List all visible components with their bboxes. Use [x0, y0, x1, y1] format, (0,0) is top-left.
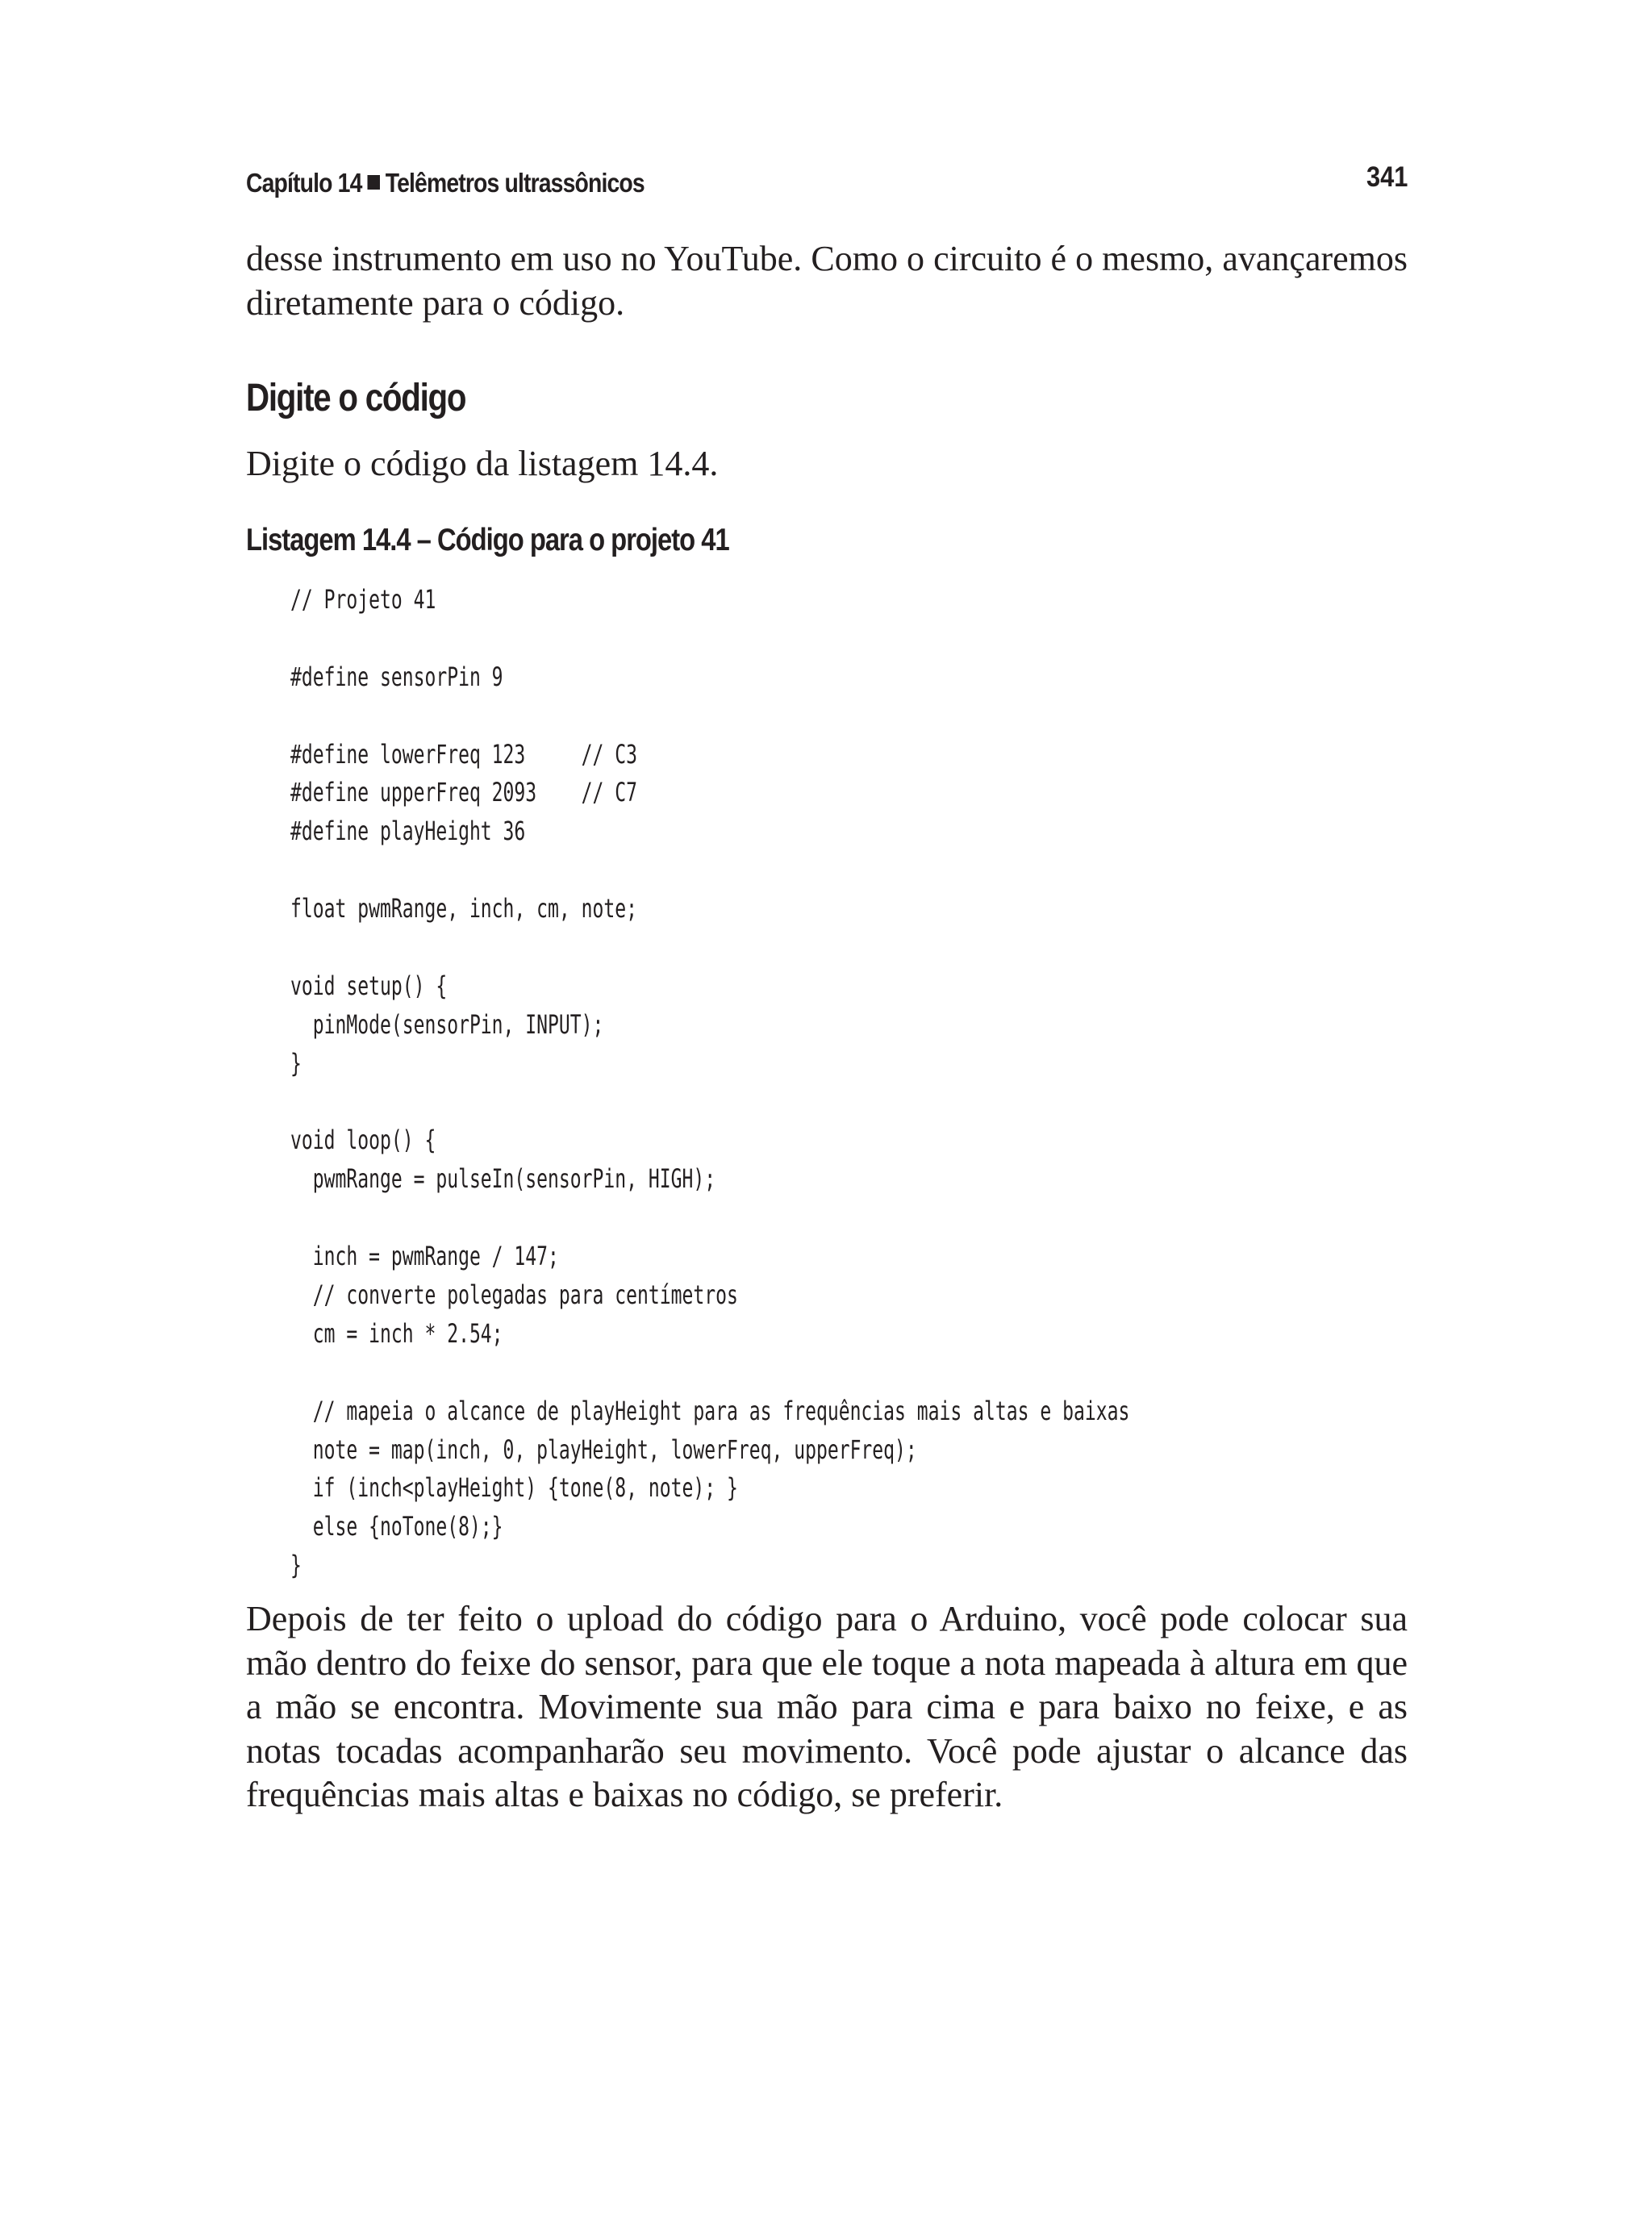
- code-line: void setup() {: [290, 970, 448, 1001]
- closing-paragraph: Depois de ter feito o upload do código para o Arduino, você pode colocar sua mão dentro do feixe do sensor, para que ele toque a nota mapeada à altura em que a mão se encontra. Movimente sua mão para cima e para baixo no feixe, e as notas tocadas acompanharão seu movimento. Você pode ajustar o alcance das frequências mais altas e baixas no código, se preferir.: [246, 1599, 1408, 1814]
- code-line: [290, 697, 1129, 736]
- code-line: [290, 1199, 1129, 1238]
- code-line: // converte polegadas para centímetros: [290, 1279, 738, 1311]
- running-head: [246, 168, 645, 198]
- code-line: #define sensorPin 9: [290, 661, 503, 692]
- code-line: [290, 1354, 1129, 1392]
- code-line: // Projeto 41: [290, 584, 436, 615]
- code-line: note = map(inch, 0, playHeight, lowerFreq, upperFreq);: [290, 1434, 917, 1465]
- code-line: else {noTone(8);}: [290, 1511, 503, 1542]
- code-line: [290, 929, 1129, 967]
- code-line: pinMode(sensorPin, INPUT);: [290, 1008, 604, 1040]
- code-line: void loop() {: [290, 1125, 436, 1156]
- code-line: float pwmRange, inch, cm, note;: [290, 893, 638, 925]
- code-line: inch = pwmRange / 147;: [290, 1241, 559, 1272]
- separator-square-icon: [367, 175, 379, 190]
- code-line: pwmRange = pulseIn(sensorPin, HIGH);: [290, 1163, 716, 1195]
- code-line: if (inch<playHeight) {tone(8, note); }: [290, 1472, 738, 1504]
- code-listing: [290, 581, 1129, 1585]
- section-intro: Digite o código da listagem 14.4.: [246, 444, 719, 483]
- listing-caption: Listagem 14.4 – Código para o projeto 41: [246, 523, 729, 557]
- code-line: #define upperFreq 2093 // C7: [290, 777, 638, 808]
- chapter-label: Capítulo 14: [246, 168, 362, 198]
- chapter-title: Telêmetros ultrassônicos: [385, 168, 645, 198]
- intro-paragraph: desse instrumento em uso no YouTube. Como o circuito é o mesmo, avançaremos diretamente para o código.: [246, 239, 1408, 323]
- section-heading: Digite o código: [246, 377, 466, 419]
- code-line: #define playHeight 36: [290, 816, 526, 847]
- code-line: [290, 620, 1129, 658]
- code-line: cm = inch * 2.54;: [290, 1317, 503, 1349]
- code-line: }: [290, 1047, 302, 1079]
- code-line: #define lowerFreq 123 // C3: [290, 738, 638, 770]
- code-line: [290, 1083, 1129, 1122]
- code-line: }: [290, 1550, 302, 1581]
- code-line: [290, 851, 1129, 890]
- code-line: // mapeia o alcance de playHeight para as frequências mais altas e baixas: [290, 1395, 1130, 1426]
- page-number: 341: [1366, 161, 1408, 193]
